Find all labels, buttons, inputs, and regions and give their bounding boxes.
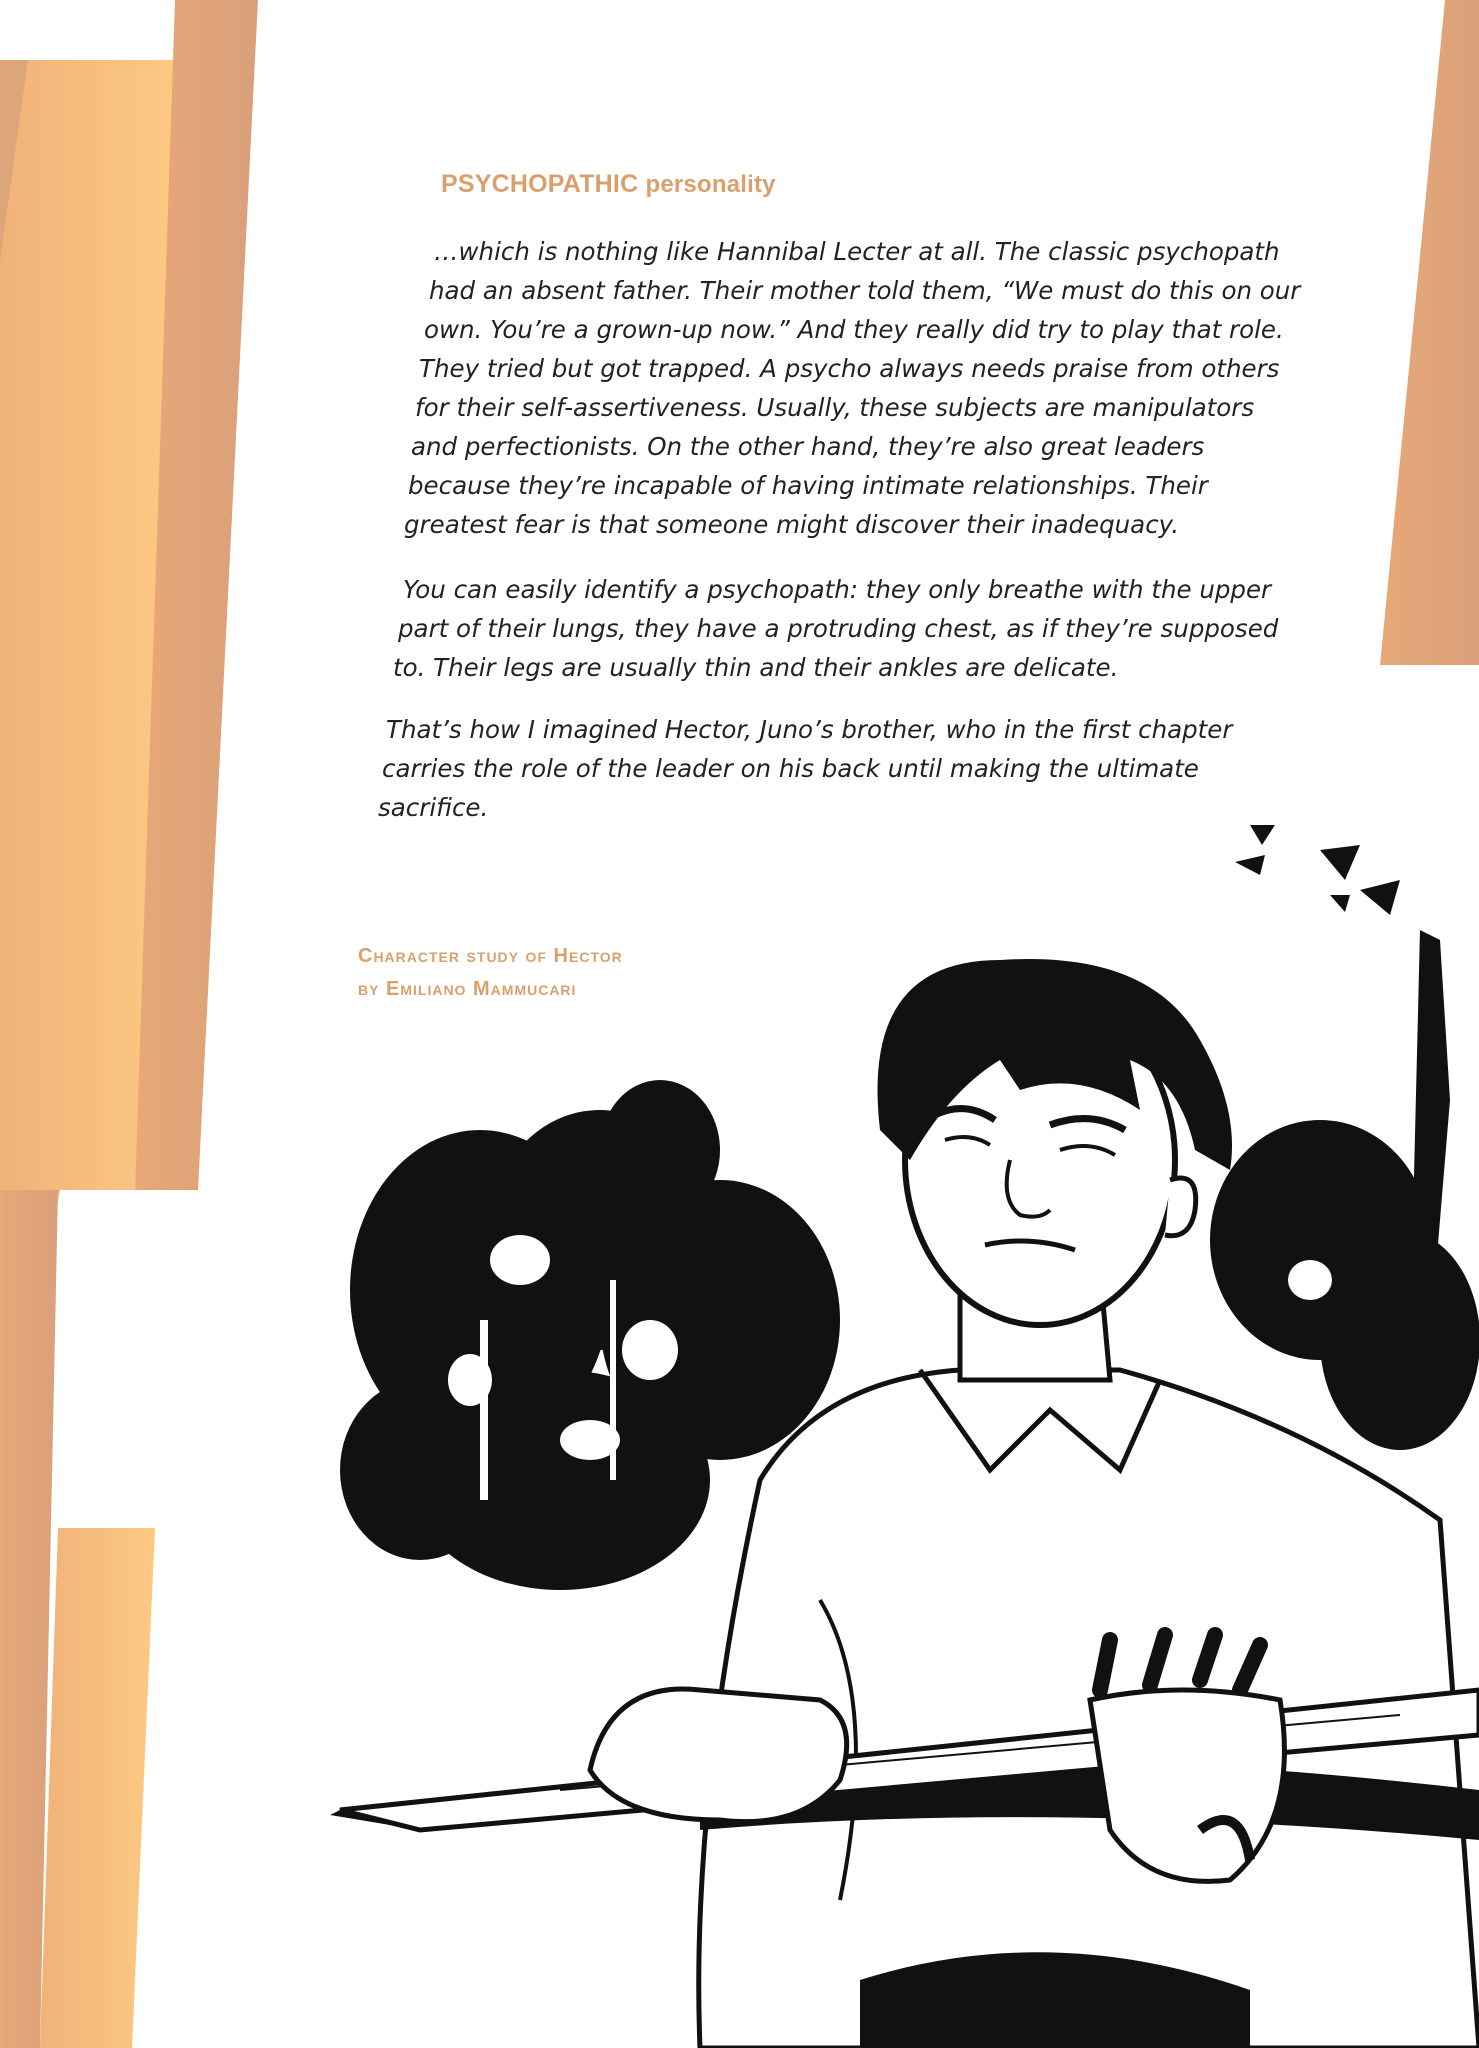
caption-line-1: Character study of Hector [358,945,623,967]
paragraph-line: greatest fear is that someone might discover their inadequacy. [404,510,1180,539]
heading-word-personality: personality [645,171,776,198]
paragraph-line: That’s how I imagined Hector, Juno’s brother, who in the first chapter [386,715,1233,744]
paragraph-line: and perfectionists. On the other hand, they’re also great leaders [411,432,1205,461]
ear [1165,1178,1196,1236]
stripe-left-lower-inner [40,1528,155,2048]
heading-word-psychopathic: PSYCHOPATHIC [441,170,639,198]
paragraph-1 [404,232,1301,544]
paragraph-line: They tried but got trapped. A psycho always needs praise from others [419,354,1280,383]
hector-illustration [320,820,1479,2048]
left-hand [590,1689,847,1822]
paragraph-line: sacrifice. [378,793,489,822]
caption-line-2: by Emiliano Mammucari [358,978,577,1000]
paragraph-line: You can easily identify a psychopath: they only breathe with the upper [403,575,1272,604]
stripe-right [1380,0,1479,665]
paragraph-line: for their self-assertiveness. Usually, these subjects are manipulators [415,393,1255,422]
paragraph-line: to. Their legs are usually thin and their ankles are delicate. [393,653,1119,682]
paragraph-3 [378,710,1233,827]
paragraph-2 [393,570,1279,687]
leaf-marks [1235,825,1400,915]
paragraph-line: own. You’re a grown-up now.” And they really did try to play that role. [424,315,1284,344]
paragraph-line: …which is nothing like Hannibal Lecter at all. The classic psychopath [434,237,1280,266]
paragraph-line: had an absent father. Their mother told them, “We must do this on our [429,276,1301,305]
paragraph-line: because they’re incapable of having intimate relationships. Their [408,471,1208,500]
paragraph-line: part of their lungs, they have a protruding chest, as if they’re supposed [398,614,1279,643]
section-heading [441,170,1041,199]
paragraph-line: carries the role of the leader on his back until making the ultimate [382,754,1199,783]
